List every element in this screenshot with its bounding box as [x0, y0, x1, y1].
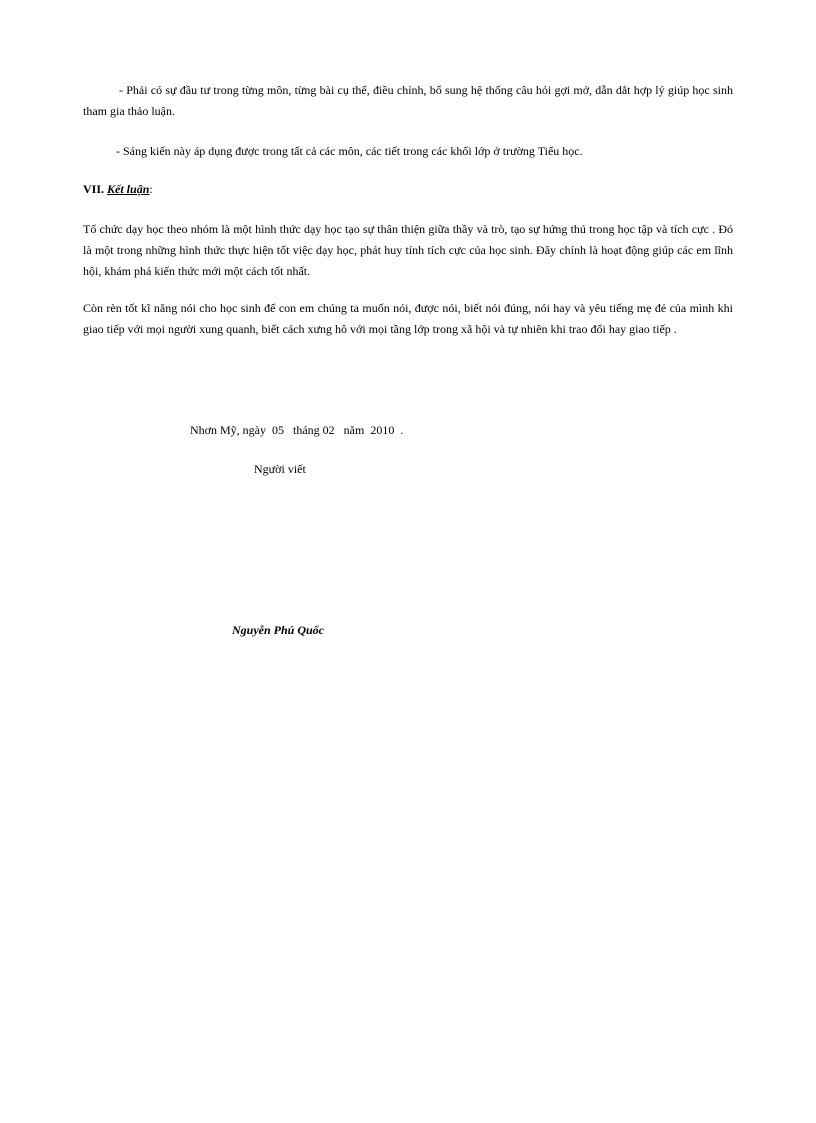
- signature-place-date: Nhơn Mỹ, ngày 05 tháng 02 năm 2010 .: [190, 423, 404, 437]
- section-heading: [83, 182, 153, 197]
- paragraph-conclusion-1: Tổ chức dạy học theo nhóm là một hình thức dạy học tạo sự thân thiện giữa thầy và trò, tạo sự hứng thú trong học tập và tích cực . Đó là một trong những hình thức thực hiện tốt việc dạy học, phát huy tính tích cực của học sinh. Đây chính là hoạt động giúp các em lĩnh hội, khám phá kiến thức mới một cách tốt nhất.: [83, 222, 733, 278]
- paragraph-applicability: - Sáng kiến này áp dụng được trong tất cả các môn, các tiết trong các khối lớp ở trường Tiểu học.: [116, 144, 583, 158]
- paragraph-conclusion-2: Còn rèn tốt kĩ năng nói cho học sinh để con em chúng ta muốn nói, được nói, biết nói đúng, nói hay và yêu tiếng mẹ đẻ của mình khi giao tiếp với mọi người xung quanh, biết cách xưng hô với mọi tầng lớp trong xã hội và tự nhiên khi trao đổi hay giao tiếp .: [83, 301, 733, 336]
- signature-name: Nguyễn Phú Quốc: [232, 623, 325, 637]
- section-title: Kết luận: [107, 182, 150, 196]
- signature-role: Người viết: [254, 462, 306, 476]
- section-number: VII.: [83, 182, 105, 196]
- section-colon: :: [149, 182, 153, 196]
- paragraph-investment: - Phải có sự đầu tư trong từng môn, từng bài cụ thể, điều chỉnh, bổ sung hệ thống câu hỏi gợi mở, dẫn dắt hợp lý giúp học sinh tham gia thảo luận.: [83, 83, 733, 118]
